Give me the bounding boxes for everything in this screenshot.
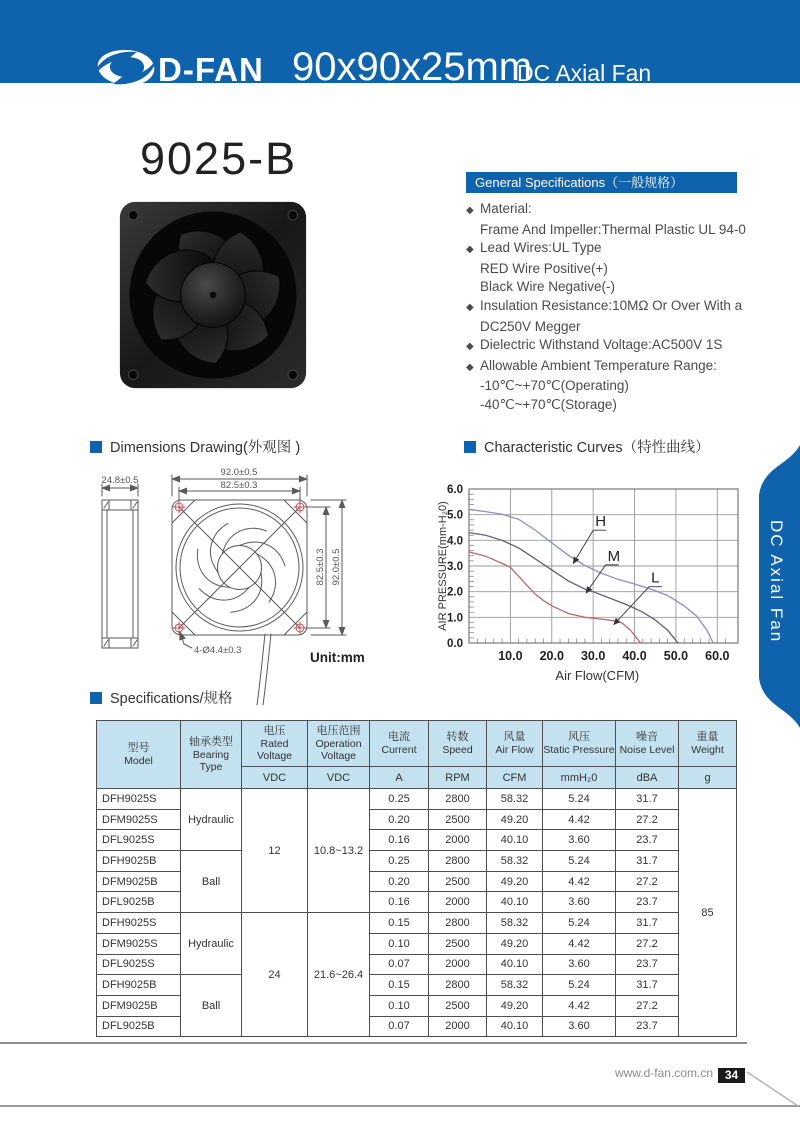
table-cell: 3.60 xyxy=(543,830,616,851)
table-cell: DFH9025B xyxy=(97,851,181,872)
spec-text: Lead Wires:UL Type xyxy=(480,240,602,256)
table-cell: 58.32 xyxy=(487,975,543,996)
col-header: 电流 Current xyxy=(370,721,429,767)
spec-line xyxy=(466,377,776,396)
table-row xyxy=(97,975,737,996)
blue-square-icon xyxy=(90,692,102,704)
svg-text:Air Flow(CFM): Air Flow(CFM) xyxy=(555,668,640,683)
svg-text:0.0: 0.0 xyxy=(447,638,463,650)
table-cell: 31.7 xyxy=(616,851,679,872)
svg-text:30.0: 30.0 xyxy=(580,649,606,663)
table-cell: 12 xyxy=(242,789,308,913)
table-cell: 58.32 xyxy=(487,851,543,872)
curves-section-heading xyxy=(464,441,710,455)
table-cell: DFM9025B xyxy=(97,995,181,1016)
col-unit: RPM xyxy=(429,767,487,789)
spec-line xyxy=(466,336,776,357)
diamond-bullet-icon: ◆ xyxy=(466,361,474,373)
table-cell: 27.2 xyxy=(616,809,679,830)
svg-text:3.0: 3.0 xyxy=(447,561,463,573)
col-unit: A xyxy=(370,767,429,789)
col-header: 风量 Air Flow xyxy=(487,721,543,767)
table-cell: 0.15 xyxy=(370,913,429,934)
curves-section-title: Characteristic Curves（特性曲线） xyxy=(484,440,710,456)
table-cell: DFL9025B xyxy=(97,892,181,913)
table-cell: Hydraulic xyxy=(181,913,242,975)
diamond-bullet-icon: ◆ xyxy=(466,205,474,216)
spec-text: -10℃~+70℃(Operating) xyxy=(480,378,629,394)
table-cell: 2800 xyxy=(429,913,487,934)
col-header: 重量 Weight xyxy=(679,721,737,767)
table-cell: Ball xyxy=(181,975,242,1037)
dim-hole-pitch-v: 82.5±0.3 xyxy=(315,548,326,586)
svg-text:40.0: 40.0 xyxy=(622,649,647,663)
svg-text:5.0: 5.0 xyxy=(447,509,463,522)
page-number-badge: 34 xyxy=(718,1068,745,1083)
table-cell: 0.25 xyxy=(370,851,429,872)
svg-text:20.0: 20.0 xyxy=(539,649,564,663)
table-cell: 0.10 xyxy=(370,995,429,1016)
spec-text: Allowable Ambient Temperature Range: xyxy=(480,357,717,373)
col-header: 噪音 Noise Level xyxy=(616,721,679,767)
table-cell: 40.10 xyxy=(487,830,543,851)
svg-text:H: H xyxy=(595,513,607,531)
dim-frame-height: 92.0±0.5 xyxy=(331,548,342,586)
table-cell: 5.24 xyxy=(543,789,616,810)
table-body xyxy=(97,789,737,1037)
specs-section-heading xyxy=(90,692,233,706)
specs-section-title: Specifications/规格 xyxy=(110,691,233,707)
footer-website-link[interactable]: www.d-fan.com.cn xyxy=(614,1066,713,1080)
table-cell: 2500 xyxy=(429,933,487,954)
table-cell: 85 xyxy=(679,789,737,1037)
spec-line xyxy=(466,200,776,221)
specs-table xyxy=(96,720,737,1037)
spec-text: Frame And Impeller:Thermal Plastic UL 94-0 xyxy=(480,221,746,237)
table-cell: 2000 xyxy=(429,892,487,913)
table-cell: DFL9025S xyxy=(97,830,181,851)
spec-line xyxy=(466,239,776,260)
brand-name: D-FAN xyxy=(158,51,264,88)
spec-line xyxy=(466,297,776,318)
table-cell: 31.7 xyxy=(616,975,679,996)
table-cell: Ball xyxy=(181,851,242,913)
table-cell: 31.7 xyxy=(616,789,679,810)
table-cell: 27.2 xyxy=(616,995,679,1016)
model-title: 9025-B xyxy=(140,133,298,184)
col-header: 电压 Rated Voltage xyxy=(242,721,308,767)
table-cell: 0.07 xyxy=(370,954,429,975)
svg-text:1.0: 1.0 xyxy=(447,612,463,625)
col-unit: g xyxy=(679,767,737,789)
table-cell: 23.7 xyxy=(616,830,679,851)
table-cell: 27.2 xyxy=(616,871,679,892)
side-tab-label: DC Axial Fan xyxy=(767,520,786,644)
unit-note: Unit:mm xyxy=(310,650,365,665)
table-cell: 3.60 xyxy=(543,954,616,975)
svg-text:2.0: 2.0 xyxy=(447,586,463,599)
spec-line xyxy=(466,278,776,297)
col-unit: mmH₂0 xyxy=(543,767,616,789)
col-header: 型号 Model xyxy=(97,721,181,789)
diamond-bullet-icon: ◆ xyxy=(466,244,474,256)
table-cell: 40.10 xyxy=(487,892,543,913)
dimensions-section-title: Dimensions Drawing(外观图 ) xyxy=(110,440,301,456)
spec-text: Black Wire Negative(-) xyxy=(480,279,616,295)
table-cell: 58.32 xyxy=(487,789,543,810)
table-cell: 31.7 xyxy=(616,913,679,934)
spec-line xyxy=(466,357,776,378)
characteristic-curves-chart xyxy=(437,468,747,703)
table-cell: 5.24 xyxy=(543,851,616,872)
curves-svg xyxy=(437,468,747,703)
table-cell: 3.60 xyxy=(543,1016,616,1037)
table-cell: DFL9025S xyxy=(97,954,181,975)
table-cell: 23.7 xyxy=(616,1016,679,1037)
table-cell: 21.6~26.4 xyxy=(308,913,370,1037)
table-cell: 2000 xyxy=(429,830,487,851)
table-cell: 4.42 xyxy=(543,995,616,1016)
table-row xyxy=(97,913,737,934)
table-cell: 27.2 xyxy=(616,933,679,954)
table-cell: 49.20 xyxy=(487,995,543,1016)
svg-text:M: M xyxy=(607,547,621,565)
spec-text: RED Wire Positive(+) xyxy=(480,260,608,276)
spec-text: Insulation Resistance:10MΩ Or Over With a xyxy=(480,297,743,313)
col-unit: VDC xyxy=(242,767,308,789)
col-header: 风压 Static Pressure xyxy=(543,721,616,767)
table-cell: DFM9025B xyxy=(97,871,181,892)
table-cell: 49.20 xyxy=(487,809,543,830)
spec-text: -40℃~+70℃(Storage) xyxy=(480,396,617,412)
table-cell: 3.60 xyxy=(543,892,616,913)
table-cell: 5.24 xyxy=(543,975,616,996)
svg-text:10.0: 10.0 xyxy=(498,649,523,663)
dimensions-drawing xyxy=(80,462,450,707)
table-cell: 0.20 xyxy=(370,809,429,830)
spec-text: Material: xyxy=(480,201,532,216)
page-bottom-rule xyxy=(0,1105,800,1107)
blue-square-icon xyxy=(464,441,476,453)
table-head xyxy=(97,721,737,789)
table-cell: 0.07 xyxy=(370,1016,429,1037)
table-cell: 0.20 xyxy=(370,871,429,892)
table-cell: 10.8~13.2 xyxy=(308,789,370,913)
table-cell: 2800 xyxy=(429,975,487,996)
table-row xyxy=(97,789,737,810)
table-cell: 23.7 xyxy=(616,892,679,913)
table-cell: DFM9025S xyxy=(97,933,181,954)
general-specs-list xyxy=(466,200,776,415)
table-cell: 0.25 xyxy=(370,789,429,810)
table-cell: 4.42 xyxy=(543,809,616,830)
svg-text:6.0: 6.0 xyxy=(447,484,463,496)
table-cell: 2800 xyxy=(429,789,487,810)
table-cell: 0.15 xyxy=(370,975,429,996)
table-cell: 40.10 xyxy=(487,954,543,975)
table-cell: 0.16 xyxy=(370,830,429,851)
diamond-bullet-icon: ◆ xyxy=(466,341,474,353)
table-cell: 49.20 xyxy=(487,871,543,892)
table-bottom-rule xyxy=(0,1042,747,1044)
dim-frame-width: 92.0±0.5 xyxy=(220,467,258,478)
svg-text:L: L xyxy=(651,569,660,587)
col-unit: VDC xyxy=(308,767,370,789)
table-cell: DFM9025S xyxy=(97,809,181,830)
dimensions-section-heading xyxy=(90,441,300,455)
svg-text:4.0: 4.0 xyxy=(447,535,463,548)
table-cell: DFL9025B xyxy=(97,1016,181,1037)
col-unit: CFM xyxy=(487,767,543,789)
table-cell: 58.32 xyxy=(487,913,543,934)
table-cell: 0.16 xyxy=(370,892,429,913)
table-cell: 2500 xyxy=(429,809,487,830)
table-cell: 23.7 xyxy=(616,954,679,975)
table-row xyxy=(97,851,737,872)
table-cell: 4.42 xyxy=(543,871,616,892)
blue-square-icon xyxy=(90,441,102,453)
spec-line xyxy=(466,260,776,279)
table-cell: DFH9025B xyxy=(97,975,181,996)
table-cell: 24 xyxy=(242,913,308,1037)
spec-text: DC250V Megger xyxy=(480,318,581,334)
table-cell: 49.20 xyxy=(487,933,543,954)
spec-text: Dielectric Withstand Voltage:AC500V 1S xyxy=(480,337,723,353)
table-cell: 0.10 xyxy=(370,933,429,954)
page-title-product: DC Axial Fan xyxy=(517,60,652,86)
svg-text:AIR PRESSURE(mm-H₂0): AIR PRESSURE(mm-H₂0) xyxy=(437,501,449,631)
svg-text:60.0: 60.0 xyxy=(705,649,730,663)
table-cell: 4.42 xyxy=(543,933,616,954)
general-specs-title-bar: General Specifications（一般规格） xyxy=(466,172,737,193)
spec-line xyxy=(466,318,776,337)
table-cell: 2800 xyxy=(429,851,487,872)
dfan-logo-icon xyxy=(92,47,158,89)
col-header: 电压范围 Operation Voltage xyxy=(308,721,370,767)
col-header: 轴承类型 Bearing Type xyxy=(181,721,242,789)
table-cell: Hydraulic xyxy=(181,789,242,851)
dim-hole-pitch-h: 82.5±0.3 xyxy=(220,480,258,491)
table-cell: 2500 xyxy=(429,995,487,1016)
spec-line xyxy=(466,396,776,415)
spec-line xyxy=(466,221,776,240)
table-cell: 5.24 xyxy=(543,913,616,934)
table-cell: DFH9025S xyxy=(97,789,181,810)
page-title-size: 90x90x25mm xyxy=(292,45,533,89)
table-cell: 2500 xyxy=(429,871,487,892)
fan-product-photo xyxy=(118,200,308,390)
table-cell: 2000 xyxy=(429,1016,487,1037)
footer-diagonal-line xyxy=(742,1066,800,1108)
col-unit: dBA xyxy=(616,767,679,789)
svg-text:50.0: 50.0 xyxy=(663,649,689,663)
table-cell: DFH9025S xyxy=(97,913,181,934)
table-cell: 2000 xyxy=(429,954,487,975)
dim-thickness: 24.8±0.5 xyxy=(101,475,139,486)
table-cell: 40.10 xyxy=(487,1016,543,1037)
col-header: 转数 Speed xyxy=(429,721,487,767)
dim-mounting-holes: 4-Ø4.4±0.3 xyxy=(194,645,242,656)
diamond-bullet-icon: ◆ xyxy=(466,301,474,313)
